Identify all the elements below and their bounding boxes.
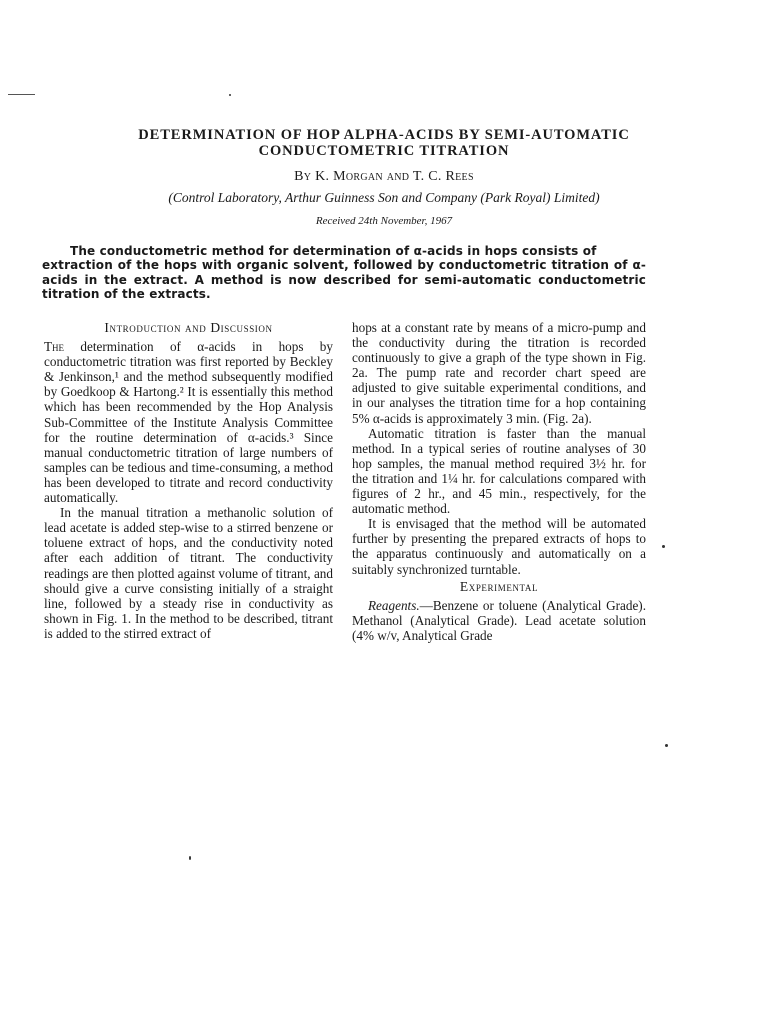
right-paragraph-1: hops at a constant rate by means of a micro-pump and the conductivity during the titration is recorded continuously to give a graph of the type shown in Fig. 2a. The pump rate and recorder chart speed are adjusted to give suitable experimental conditions, and in our analyses the titration time for a hop containing 5% α-acids is approximately 3 min. (Fig. 2a). — [352, 320, 646, 426]
intro-paragraph-2: In the manual titration a methanolic solution of lead acetate is added step-wise to a stirred benzene or toluene extract of hops, and the conductivity noted after each addition of titrant. The conductivity readings are then plotted against volume of titrant, and should give a curve consisting initially of a straight line, followed by a steady rise in conductivity as shown in Fig. 1. In the method to be described, titrant is added to the stirred extract of — [44, 505, 333, 641]
title-line-2: CONDUCTOMETRIC TITRATION — [258, 143, 510, 159]
reagents-text: —Benzene or toluene (Analytical Grade). Methanol (Analytical Grade). Lead acetate solution (4% w/v, Analytical Grade — [352, 597, 646, 643]
abstract-first-line: The conductometric method for determination of α-acids in hops consists of — [70, 244, 597, 258]
speck-mark — [229, 94, 231, 96]
author-affiliation: (Control Laboratory, Arthur Guinness Son and Company (Park Royal) Limited) — [168, 190, 600, 205]
right-paragraph-3: It is envisaged that the method will be automated further by presenting the prepared extracts of hops to the apparatus continuously and automatically on a suitably synchronized turntable. — [352, 516, 646, 577]
section-heading-introduction: Introduction and Discussion — [104, 320, 273, 335]
intro-paragraph-1 — [44, 339, 333, 505]
right-column — [352, 320, 646, 643]
margin-rule-mark — [8, 94, 35, 95]
article-title — [60, 127, 708, 159]
speck-mark — [189, 856, 191, 860]
received-date: Received 24th November, 1967 — [315, 215, 453, 227]
section-heading-experimental: Experimental — [459, 578, 539, 594]
dropcap-word: The — [44, 339, 65, 355]
title-line-1: DETERMINATION OF HOP ALPHA-ACIDS BY SEMI-AUTOMATIC — [138, 127, 630, 143]
abstract — [42, 244, 646, 301]
speck-mark — [665, 744, 668, 747]
right-paragraph-2: Automatic titration is faster than the manual method. In a typical series of routine analyses of 30 hop samples, the manual method required 3½ hr. for the titration and 1¼ hr. for calculations compared with figures of 2 hr., and 45 min., respectively, for the automatic method. — [352, 425, 646, 517]
author-byline: By K. Morgan and T. C. Rees — [294, 169, 474, 184]
abstract-body: extraction of the hops with organic solvent, followed by conductometric titration of α-acids in the extract. A method is now described for semi-automatic conductometric titration of the extracts. — [42, 258, 646, 301]
speck-mark — [662, 545, 665, 548]
intro-paragraph-1-text: determination of α-acids in hops by conductometric titration was first reported by Beckley & Jenkinson,¹ and the method subsequently modified by Goedkoop & Hartong.² It is essentially this method which has been recommended by the Hop Analysis Sub-Committee of the Institute Analysis Committee for the routine determination of α-acids.³ Since manual conductometric titration of large numbers of samples can be tedious and time-consuming, a method has been developed to titrate and record conductivity automatically. — [44, 339, 333, 506]
reagents-label: Reagents. — [368, 597, 420, 613]
left-column — [44, 320, 333, 641]
reagents-paragraph — [352, 598, 646, 643]
